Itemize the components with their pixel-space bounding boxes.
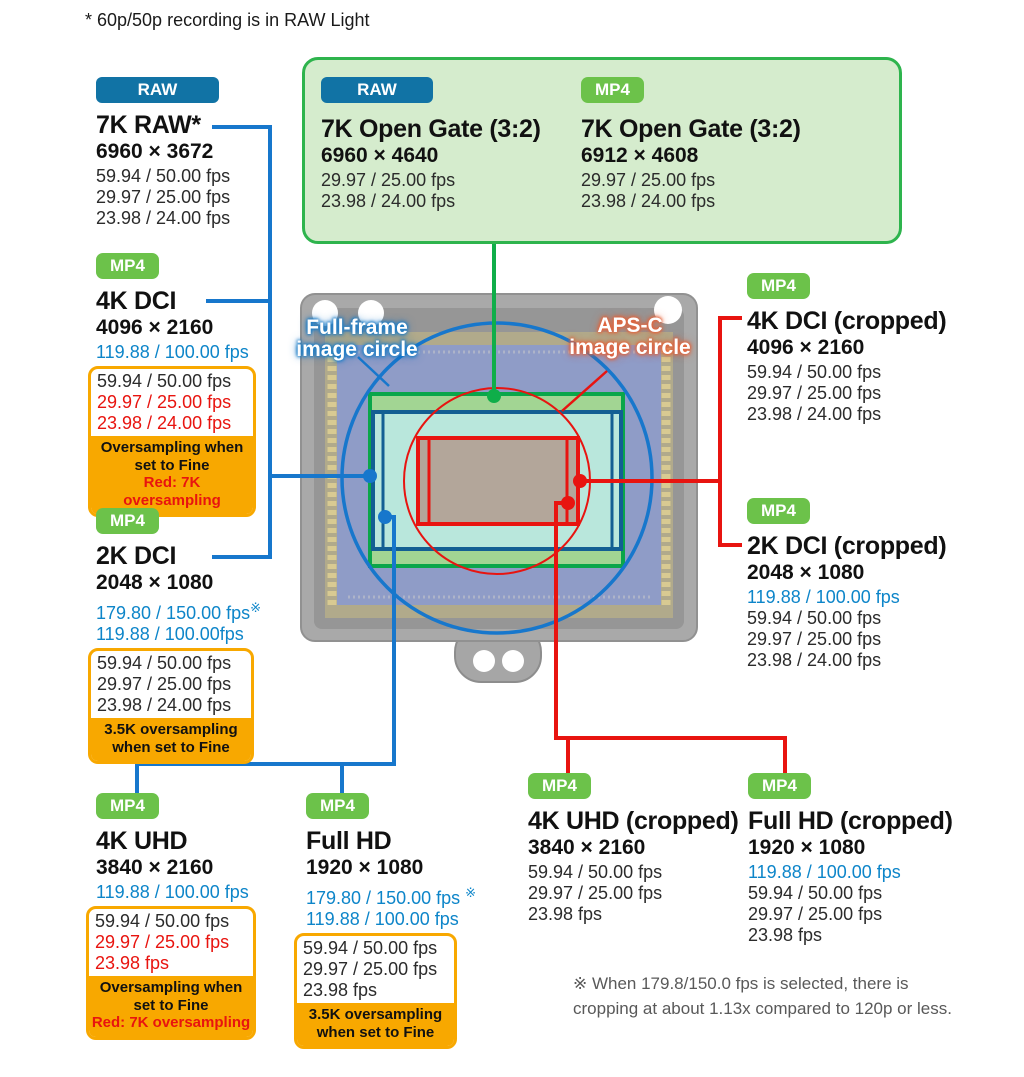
fps-line: 59.94 / 50.00 fps [747,608,882,628]
mp4-badge: MP4 [748,773,811,799]
mp4-badge: MP4 [747,498,810,524]
mp4-badge: MP4 [581,77,644,103]
full-frame-circle-label [292,317,422,361]
fps-line: 119.88 / 100.00 fps [96,882,249,902]
block-title: 7K RAW* [96,111,201,139]
full-frame-circle-label-line2: image circle [296,338,418,361]
block-resolution: 1920 × 1080 [306,856,424,879]
block-4k-uhd-cropped [528,773,738,925]
fps-line: 29.97 / 25.00 fps [97,392,232,412]
block-4k-dci-cropped [747,273,946,425]
raw-badge: RAW [96,77,219,103]
fps-line: 59.94 / 50.00 fps [96,166,231,186]
block-title: 4K UHD [96,827,188,855]
block-title: Full HD (cropped) [748,807,953,835]
fps-line: 23.98 / 24.00 fps [747,650,882,670]
fps-line: 59.94 / 50.00 fps [97,371,232,391]
fps-line: 29.97 / 25.00 fps [747,629,882,649]
block-title: 7K Open Gate (3:2) [321,115,541,143]
block-title: 2K DCI (cropped) [747,532,947,560]
fps-line: 179.80 / 150.00 fps ※ [306,885,477,908]
oversampling-box [86,906,256,1040]
oversampling-note: 3.5K oversampling when set to Fine [104,721,238,756]
block-title: 4K DCI (cropped) [747,307,947,335]
fps-line: 119.88 / 100.00 fps [747,587,900,607]
fps-line: 29.97 / 25.00 fps [95,932,230,952]
oversampling-box [88,366,256,517]
fps-line: 29.97 / 25.00 fps [303,959,438,979]
block-resolution: 6912 × 4608 [581,144,699,167]
block-title: 7K Open Gate (3:2) [581,115,801,143]
block-2k-dci [96,508,261,764]
open-gate-box [302,57,902,244]
fps-line: 29.97 / 25.00 fps [528,883,663,903]
fps-line: 23.98 fps [528,904,603,924]
top-note: * 60p/50p recording is in RAW Light [85,10,370,30]
block-4k-uhd [91,793,256,1040]
fps-line: 23.98 / 24.00 fps [581,191,716,211]
block-resolution: 2048 × 1080 [96,571,214,594]
fps-line: 29.97 / 25.00 fps [747,383,882,403]
mp4-badge: MP4 [96,253,159,279]
apsc-circle-label-line1: APS-C [597,314,663,337]
mp4-badge: MP4 [96,793,159,819]
fps-line: 59.94 / 50.00 fps [747,362,882,382]
fps-line: 119.88 / 100.00fps [96,624,244,644]
block-resolution: 6960 × 4640 [321,144,439,167]
mp4-badge: MP4 [96,508,159,534]
fps-line: 23.98 / 24.00 fps [96,208,231,228]
raw-badge: RAW [321,77,433,103]
block-7k-raw [96,77,230,229]
block-4k-dci [96,253,256,517]
fps-line: 119.88 / 100.00 fps [748,862,901,882]
fps-line: 59.94 / 50.00 fps [303,938,438,958]
block-7k-open-gate-raw [321,77,541,212]
fps-line: 29.97 / 25.00 fps [748,904,883,924]
block-full-hd-cropped [748,773,953,946]
block-title: Full HD [306,827,392,855]
block-title: 4K UHD (cropped) [528,807,739,835]
oversampling-note-red: Red: 7K oversampling [91,1014,251,1031]
bottom-note-line2: cropping at about 1.13x compared to 120p or less. [573,999,952,1018]
fps-line: 29.97 / 25.00 fps [321,170,456,190]
block-resolution: 3840 × 2160 [96,856,214,879]
oversampling-note: Oversampling when set to Fine [100,439,244,474]
fps-line: 119.88 / 100.00 fps [96,342,249,362]
fps-line: 179.80 / 150.00 fps※ [96,600,262,623]
fps-line: 23.98 fps [748,925,823,945]
block-7k-open-gate-mp4 [581,77,801,212]
fps-line: 59.94 / 50.00 fps [528,862,663,882]
block-title: 2K DCI [96,542,177,570]
fps-line: 29.97 / 25.00 fps [581,170,716,190]
mp4-badge: MP4 [747,273,810,299]
bottom-note-line1: ※ When 179.8/150.0 fps is selected, there is [573,974,909,993]
oversampling-note: Oversampling when set to Fine [99,979,243,1014]
fps-line: 59.94 / 50.00 fps [748,883,883,903]
block-resolution: 4096 × 2160 [96,316,214,339]
fps-line: 23.98 fps [95,953,170,973]
fps-line: 29.97 / 25.00 fps [97,674,232,694]
block-resolution: 2048 × 1080 [747,561,865,584]
fps-line: 29.97 / 25.00 fps [96,187,231,207]
fps-line: 23.98 / 24.00 fps [97,413,232,433]
fps-line: 59.94 / 50.00 fps [95,911,230,931]
block-resolution: 1920 × 1080 [748,836,866,859]
reference-mark: ※ [465,885,477,900]
bottom-note [573,971,952,1021]
block-title: 4K DCI [96,287,177,315]
block-resolution: 3840 × 2160 [528,836,646,859]
oversampling-box [88,648,254,764]
block-resolution: 4096 × 2160 [747,336,865,359]
oversampling-note-red: Red: 7K oversampling [123,474,221,509]
block-2k-dci-cropped [747,498,946,671]
full-frame-circle-label-line1: Full-frame [306,316,408,339]
apsc-circle-label [560,315,700,359]
apsc-circle-label-line2: image circle [569,336,691,359]
fps-line: 119.88 / 100.00 fps [306,909,459,929]
fps-line: 23.98 / 24.00 fps [97,695,232,715]
mp4-badge: MP4 [306,793,369,819]
block-resolution: 6960 × 3672 [96,140,214,163]
oversampling-note: 3.5K oversampling when set to Fine [308,1006,443,1041]
fps-line: 23.98 / 24.00 fps [747,404,882,424]
oversampling-box [294,933,457,1049]
mp4-badge: MP4 [528,773,591,799]
fps-line: 59.94 / 50.00 fps [97,653,232,673]
reference-mark: ※ [250,600,262,615]
fps-line: 23.98 fps [303,980,378,1000]
block-full-hd [303,793,477,1049]
fps-line: 23.98 / 24.00 fps [321,191,456,211]
